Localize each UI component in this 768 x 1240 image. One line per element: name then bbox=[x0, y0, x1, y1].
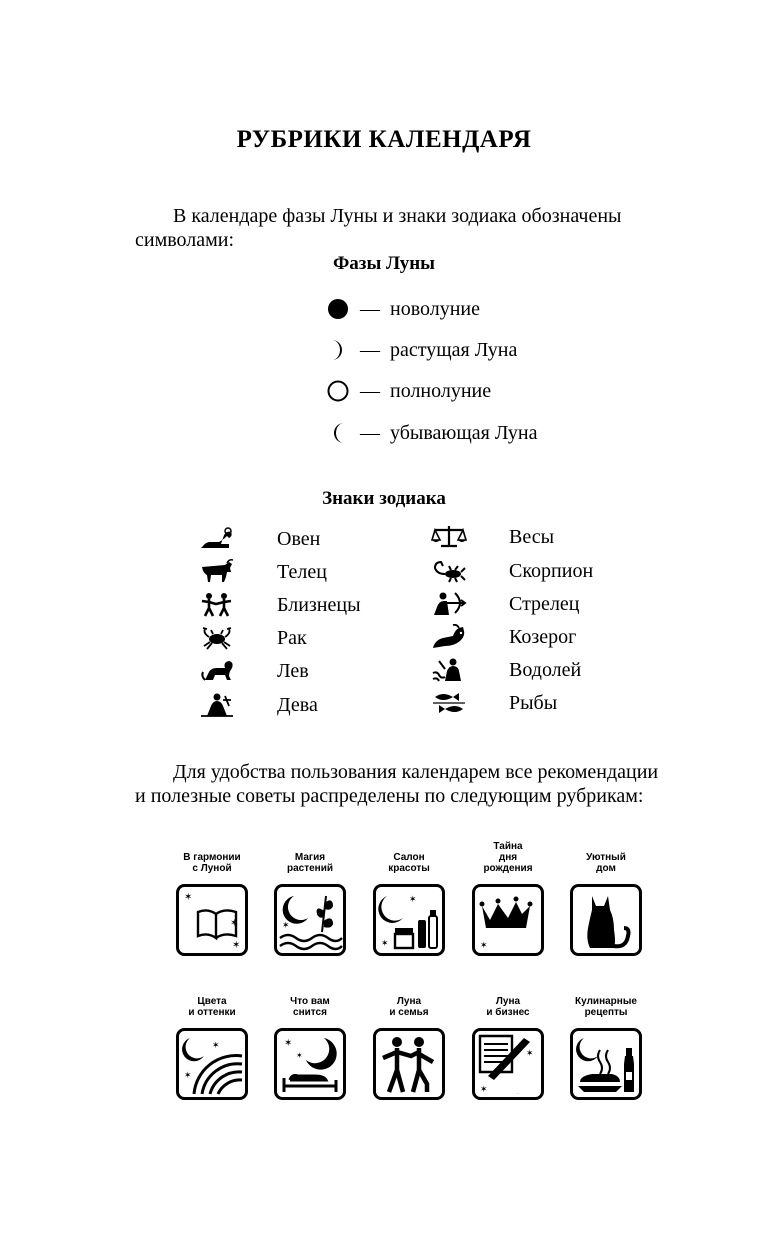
rubrics-intro-line-2: и полезные советы распределены по следующим рубрикам: bbox=[135, 785, 644, 807]
zodiac-label: Водолей bbox=[509, 659, 582, 681]
rubric-item bbox=[468, 950, 548, 1100]
zodiac-label: Телец bbox=[277, 561, 327, 583]
svg-text:✶: ✶ bbox=[381, 939, 389, 949]
intro-paragraph bbox=[135, 204, 691, 252]
moon-phase-label: растущая Луна bbox=[390, 338, 518, 361]
svg-text:✶: ✶ bbox=[230, 918, 239, 929]
zodiac-label: Весы bbox=[509, 526, 555, 548]
rubric-label: Магия растений bbox=[286, 852, 334, 874]
rubric-item bbox=[566, 806, 646, 956]
moon-food-icon bbox=[570, 1028, 642, 1100]
svg-text:✶: ✶ bbox=[184, 892, 193, 903]
zodiac-label: Скорпион bbox=[509, 560, 594, 582]
moon-book-icon bbox=[176, 884, 248, 956]
rubric-label: Тайна дня рождения bbox=[483, 841, 533, 874]
gemini-icon bbox=[199, 592, 235, 618]
svg-text:✶: ✶ bbox=[282, 921, 290, 931]
rubric-item bbox=[172, 950, 252, 1100]
svg-text:✶: ✶ bbox=[480, 941, 488, 951]
family-icon bbox=[373, 1028, 445, 1100]
svg-text:✶: ✶ bbox=[284, 1038, 293, 1049]
svg-text:✶: ✶ bbox=[232, 940, 241, 951]
rubrics-intro-paragraph bbox=[135, 760, 691, 808]
aquarius-icon bbox=[431, 657, 467, 683]
moon-bed-icon bbox=[274, 1028, 346, 1100]
intro-line-1: В календаре фазы Луны и знаки зодиака обозначены bbox=[173, 205, 622, 227]
svg-text:✶: ✶ bbox=[184, 1071, 192, 1081]
sagittarius-icon bbox=[431, 591, 467, 617]
moon-plants-icon bbox=[274, 884, 346, 956]
rubric-label: Луна и бизнес bbox=[486, 996, 530, 1018]
dash: — bbox=[360, 421, 380, 444]
moon-phase-row bbox=[326, 337, 517, 363]
moon-phase-row bbox=[326, 378, 491, 404]
zodiac-label: Дева bbox=[277, 694, 318, 716]
rubric-item bbox=[566, 950, 646, 1100]
capricorn-icon bbox=[431, 624, 467, 650]
moon-phase-label: полнолуние bbox=[390, 379, 492, 402]
zodiac-label: Лев bbox=[277, 660, 309, 682]
virgo-icon bbox=[199, 692, 235, 718]
moon-phases-heading: Фазы Луны bbox=[332, 253, 435, 274]
libra-icon bbox=[431, 524, 467, 550]
moon-rainbow-icon bbox=[176, 1028, 248, 1100]
rubric-label: Уютный дом bbox=[586, 852, 626, 874]
zodiac-label: Рыбы bbox=[509, 692, 558, 714]
full-moon-icon bbox=[326, 379, 350, 403]
svg-text:✶: ✶ bbox=[526, 1049, 534, 1059]
zodiac-heading: Знаки зодиака bbox=[322, 488, 446, 509]
waning-moon-icon bbox=[326, 421, 350, 445]
waxing-moon-icon bbox=[326, 338, 350, 362]
zodiac-label: Овен bbox=[277, 528, 321, 550]
rubric-item bbox=[172, 806, 252, 956]
scorpio-icon bbox=[431, 558, 467, 584]
rubric-item bbox=[270, 950, 350, 1100]
rubric-item bbox=[369, 806, 449, 956]
svg-text:✶: ✶ bbox=[480, 1085, 488, 1095]
page-title: РУБРИКИ КАЛЕНДАРЯ bbox=[236, 126, 532, 153]
aries-icon bbox=[199, 526, 235, 552]
rubrics-intro-line-1: Для удобства пользования календарем все рекомендации bbox=[173, 761, 659, 783]
rubric-label: Кулинарные рецепты bbox=[575, 996, 637, 1018]
dash: — bbox=[360, 338, 380, 361]
cat-icon bbox=[570, 884, 642, 956]
moon-crown-icon bbox=[472, 884, 544, 956]
moon-phase-row bbox=[326, 296, 480, 322]
svg-text:✶: ✶ bbox=[212, 1041, 220, 1051]
rubric-label: Что вам снится bbox=[290, 996, 330, 1018]
moon-cosmetics-icon bbox=[373, 884, 445, 956]
pisces-icon bbox=[431, 690, 467, 716]
zodiac-label: Близнецы bbox=[277, 594, 361, 616]
new-moon-icon bbox=[326, 297, 350, 321]
svg-text:✶: ✶ bbox=[409, 895, 417, 905]
intro-line-2: символами: bbox=[135, 229, 235, 251]
zodiac-label: Рак bbox=[277, 627, 307, 649]
rubric-label: Цвета и оттенки bbox=[188, 996, 236, 1018]
svg-text:✶: ✶ bbox=[296, 1051, 303, 1060]
rubric-label: Луна и семья bbox=[389, 996, 429, 1018]
zodiac-label: Стрелец bbox=[509, 593, 580, 615]
cancer-icon bbox=[199, 625, 235, 651]
moon-phase-label: новолуние bbox=[390, 297, 481, 320]
taurus-icon bbox=[199, 559, 235, 585]
leo-icon bbox=[199, 658, 235, 684]
dash: — bbox=[360, 379, 380, 402]
rubric-item bbox=[270, 806, 350, 956]
dash: — bbox=[360, 297, 380, 320]
moon-phase-row bbox=[326, 420, 537, 446]
rubric-item bbox=[468, 806, 548, 956]
rubric-label: В гармонии с Луной bbox=[183, 852, 241, 874]
zodiac-label: Козерог bbox=[509, 626, 577, 648]
moon-phase-label: убывающая Луна bbox=[390, 421, 538, 444]
moon-document-icon bbox=[472, 1028, 544, 1100]
rubric-item bbox=[369, 950, 449, 1100]
rubric-label: Салон красоты bbox=[388, 852, 430, 874]
